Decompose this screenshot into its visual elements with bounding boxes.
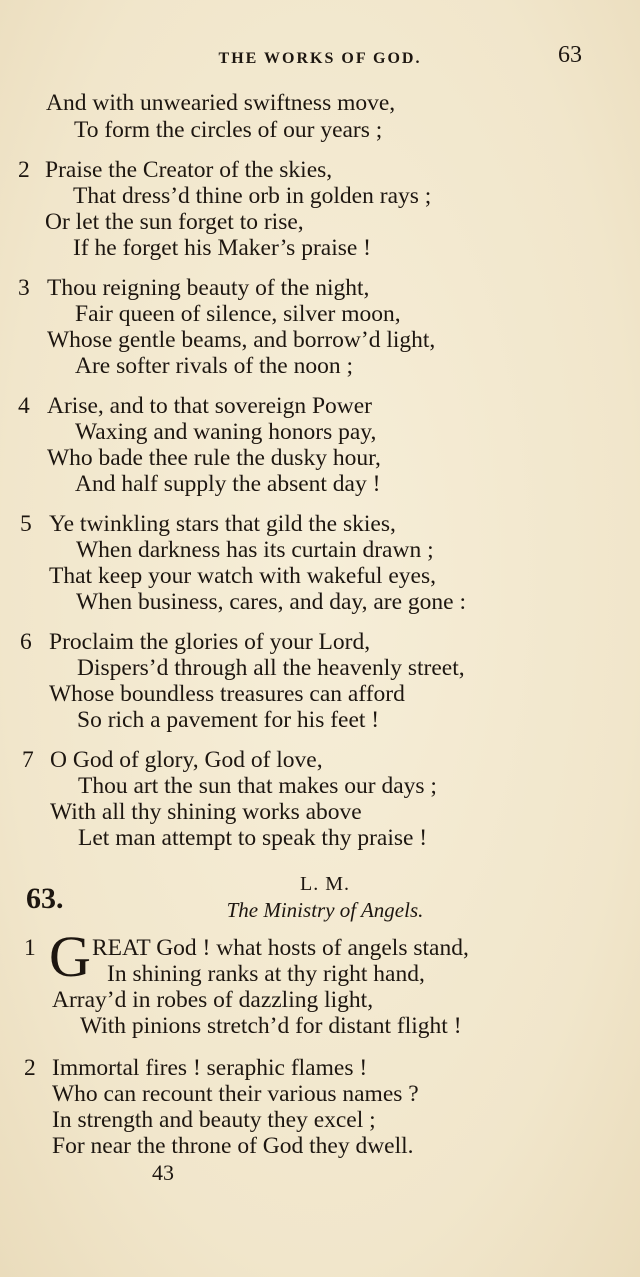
drop-cap: G: [49, 924, 91, 989]
verse-line: Fair queen of silence, silver moon,: [75, 301, 401, 327]
verse-line: For near the throne of God they dwell.: [52, 1133, 414, 1159]
stanza-number: 3: [18, 275, 30, 301]
verse-line: Waxing and waning honors pay,: [75, 419, 377, 445]
verse-line: And with unwearied swiftness move,: [46, 90, 396, 116]
verse-line: Immortal fires ! seraphic flames !: [52, 1055, 368, 1081]
verse-line: Praise the Creator of the skies,: [45, 157, 333, 183]
verse-line: In strength and beauty they excel ;: [52, 1107, 376, 1133]
verse-line: REAT God ! what hosts of angels stand,: [92, 935, 469, 961]
verse-line: Array’d in robes of dazzling light,: [52, 987, 374, 1013]
verse-line: Ye twinkling stars that gild the skies,: [49, 511, 396, 537]
verse-line: Are softer rivals of the noon ;: [75, 353, 354, 379]
stanza-number: 4: [18, 393, 30, 419]
running-header: THE WORKS OF GOD.: [218, 50, 422, 67]
verse-line: Dispers’d through all the heavenly street,: [77, 655, 465, 681]
verse-line: With all thy shining works above: [50, 799, 362, 825]
stanza-number: 2: [18, 157, 30, 183]
hymn-title: The Ministry of Angels.: [226, 898, 424, 922]
verse-line: Or let the sun forget to rise,: [45, 209, 304, 235]
stanza-number: 5: [20, 511, 32, 537]
verse-line: When darkness has its curtain drawn ;: [76, 537, 434, 563]
verse-line: Thou reigning beauty of the night,: [47, 275, 370, 301]
hymn-number: 63.: [26, 882, 64, 915]
stanza-number: 7: [22, 747, 34, 773]
verse-line: Let man attempt to speak thy praise !: [78, 825, 428, 851]
verse-line: Arise, and to that sovereign Power: [47, 393, 373, 419]
stanza-number: 1: [24, 935, 36, 961]
signature-mark: 43: [152, 1160, 174, 1185]
verse-line: Whose gentle beams, and borrow’d light,: [47, 327, 436, 353]
verse-line: Who bade thee rule the dusky hour,: [47, 445, 381, 471]
verse-line: So rich a pavement for his feet !: [77, 707, 380, 733]
verse-line: That keep your watch with wakeful eyes,: [49, 563, 436, 589]
verse-line: If he forget his Maker’s praise !: [73, 235, 372, 261]
verse-line: To form the circles of our years ;: [74, 117, 383, 143]
verse-line: And half supply the absent day !: [75, 471, 381, 497]
verse-line: Whose boundless treasures can afford: [49, 681, 405, 707]
stanza-number: 6: [20, 629, 32, 655]
verse-line: Thou art the sun that makes our days ;: [78, 773, 437, 799]
verse-line: With pinions stretch’d for distant flight !: [80, 1013, 462, 1039]
hymn-meter: L. M.: [300, 873, 350, 895]
verse-line: That dress’d thine orb in golden rays ;: [73, 183, 432, 209]
verse-line: In shining ranks at thy right hand,: [107, 961, 425, 987]
verse-line: Proclaim the glories of your Lord,: [49, 629, 371, 655]
verse-line: O God of glory, God of love,: [50, 747, 323, 773]
page-number: 63: [558, 42, 582, 68]
verse-line: When business, cares, and day, are gone :: [76, 589, 466, 615]
verse-line: Who can recount their various names ?: [52, 1081, 419, 1107]
stanza-number: 2: [24, 1055, 36, 1081]
